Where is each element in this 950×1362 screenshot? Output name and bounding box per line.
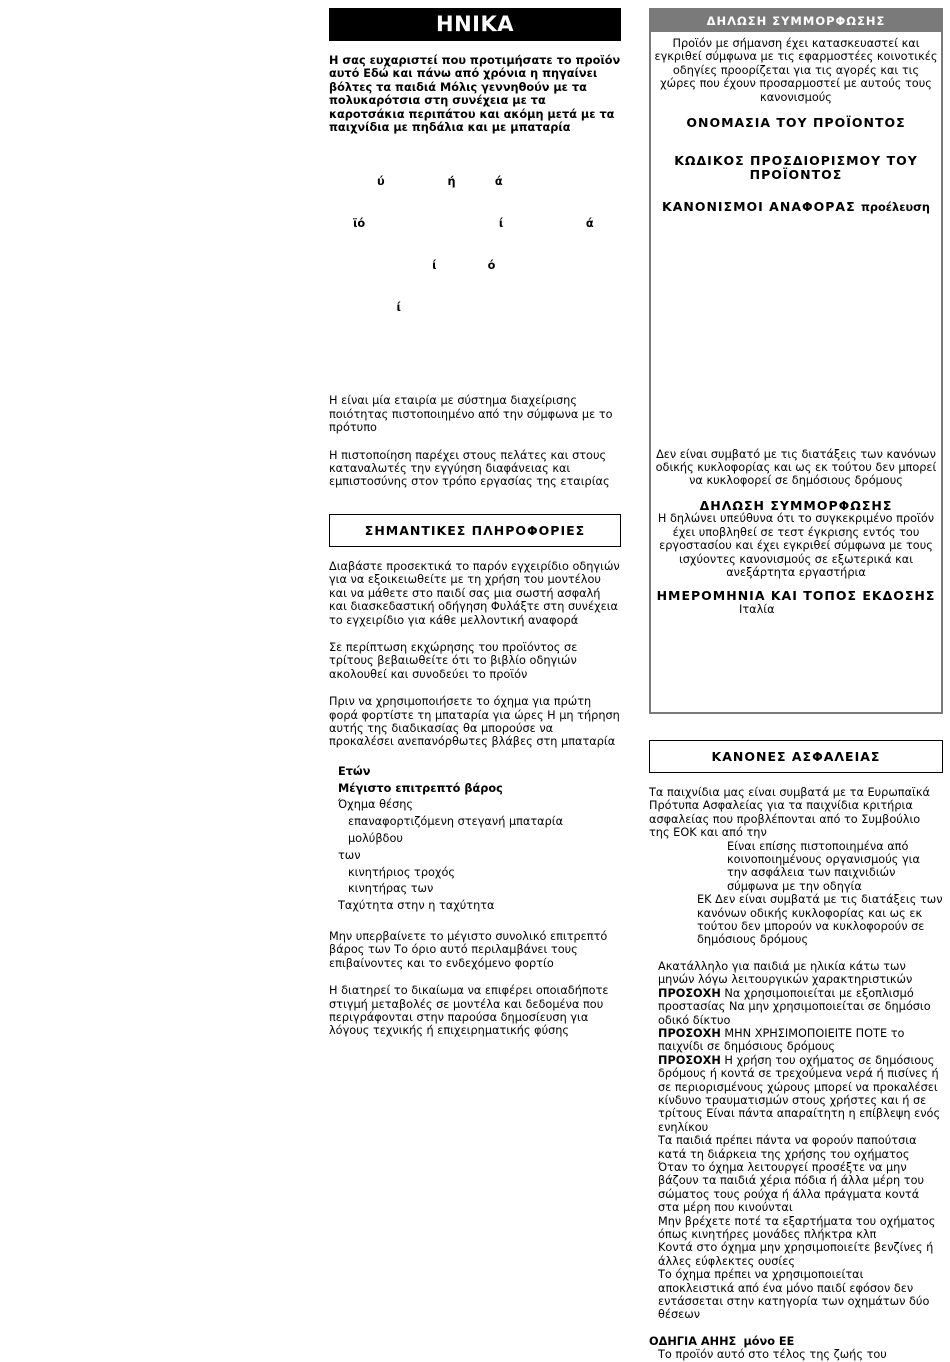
caution-label: ΠΡΟΣΟΧΗ bbox=[658, 986, 721, 1000]
spec-speed: Ταχύτητα στην η ταχύτητα bbox=[338, 899, 495, 913]
rule-one-child: Το όχημα πρέπει να χρησιμοποιείται αποκλειστικά από ένα μόνο παιδί εφόσον δεν εντάσσεται στην κατηγορία των οχημάτων δύο θέσεων bbox=[658, 1268, 930, 1322]
safety-rules bbox=[649, 786, 943, 1362]
rule-shoes: Τα παιδιά πρέπει πάντα να φορούν παπούτσια κατά τη διάρκεια της χρήσης του οχήματος bbox=[658, 1134, 917, 1161]
declaration-body-2: Η δηλώνει υπεύθυνα ότι το συγκεκριμένο προϊόν έχει υποβληθεί σε τεστ έγκρισης εντός του εργοστασίου και έχει εγκριθεί σύμφωνα με τους ισχύοντες κανονισμούς σε εξωτερικά και ανεξάρτητα εργαστήρια bbox=[657, 512, 935, 579]
caution-label: ΠΡΟΣΟΧΗ bbox=[658, 1053, 721, 1067]
spec-wheel: κινητήριος τροχός bbox=[348, 865, 455, 879]
scatter-line: ύ ή ά bbox=[377, 175, 503, 189]
declaration-box bbox=[649, 8, 943, 714]
weee-title: ΟΔΗΓΙΑ ΑΗΗΣ bbox=[649, 1334, 737, 1348]
spec-motor: κινητήρας των bbox=[348, 882, 434, 896]
not-compliant-text: Δεν είναι συμβατό με τις διατάξεις των κανόνων οδικής κυκλοφορίας και ως εκ τούτου δεν μπορεί να κυκλοφορεί σε δημόσιους δρόμους bbox=[655, 447, 937, 488]
product-name-label: ΟΝΟΜΑΣΙΑ ΤΟΥ ΠΡΟΪΟΝΤΟΣ bbox=[686, 115, 906, 131]
declaration-header: ΔΗΛΩΣΗ ΣΥΜΜΟΡΦΩΣΗΣ bbox=[651, 10, 941, 32]
spec-max-weight: Μέγιστο επιτρεπτό βάρος bbox=[338, 781, 503, 795]
scattered-characters bbox=[329, 147, 621, 343]
left-column bbox=[329, 8, 621, 1038]
scatter-line: ϊό ί ά bbox=[353, 217, 594, 231]
important-info-title: ΣΗΜΑΝΤΙΚΕΣ ΠΛΗΡΟΦΟΡΙΕΣ bbox=[329, 514, 621, 547]
safety-paragraph-2 bbox=[649, 840, 943, 894]
weee-text: Το προϊόν αυτό στο τέλος της ζωής του bbox=[658, 1348, 887, 1362]
rule-caution-2 bbox=[649, 1027, 943, 1054]
safety-paragraph-3-text: ΕΚ Δεν είναι συμβατά με τις διατάξεις των κανόνων οδικής κυκλοφορίας και ως εκ τούτου δεν μπορούν να κυκλοφορούν σε δημόσιους δρόμους bbox=[697, 893, 943, 947]
charge-battery-paragraph: Πριν να χρησιμοποιήσετε το όχημα για πρώτη φορά φορτίστε τη μπαταρία για ώρες Η μη τήρηση αυτής της διαδικασίας θα μπορούσε να προκαλέσει ανεπανόρθωτες βλάβες στη μπαταρία bbox=[329, 695, 620, 749]
country-text: Ιταλία bbox=[739, 602, 775, 616]
weee-heading bbox=[649, 1335, 943, 1348]
manual-title: ΗΝΙΚΑ bbox=[329, 8, 621, 41]
caution-text: Να χρησιμοποιείται με εξοπλισμό προστασίας Να μην χρησιμοποιείται σε δημόσιο οδικό δίκτυο bbox=[658, 986, 931, 1027]
read-manual-paragraph: Διαβάστε προσεκτικά το παρόν εγχειρίδιο οδηγιών για να εξοικειωθείτε με τη χρήση του μοντέλου και να μάθετε στο παιδί σας μια σωστή ασφαλή και διασκεδαστική οδήγηση Φυλάξτε στη συνέχεια το εγχειρίδιο για κάθε μελλοντική αναφορά bbox=[329, 559, 620, 627]
rights-paragraph: Η διατηρεί το δικαίωμα να επιφέρει οποιαδήποτε στιγμή μεταβολές σε μοντέλα και δεδομένα που περιγράφονται στην παρούσα δημοσίευση για λόγους τεχνικής ή επιχειρηματικής φύσης bbox=[329, 984, 609, 1038]
scatter-line: ί ό bbox=[381, 259, 496, 273]
rule-hands: Όταν το όχημα λειτουργεί προσέξτε να μην βάζουν τα παιδιά χέρια πόδια ή άλλα μέρη του σώματος τους ρούχα ή άλλα πράγματα κοντά στα μέρη που κινούνται bbox=[658, 1160, 925, 1215]
rule-fuel: Κοντά στο όχημα μην χρησιμοποιείτε βενζίνες ή άλλες εύφλεκτες ουσίες bbox=[658, 1241, 934, 1268]
spec-years: Ετών bbox=[338, 764, 371, 778]
rule-caution-1 bbox=[649, 987, 943, 1027]
company-paragraph: Η είναι μία εταιρία με σύστημα διαχείρισης ποιότητας πιστοποιημένο από την σύμφωνα με το πρότυπο bbox=[329, 394, 613, 435]
caution-label: ΠΡΟΣΟΧΗ bbox=[658, 1026, 721, 1040]
specifications bbox=[329, 764, 621, 915]
scatter-line: ί bbox=[369, 301, 401, 315]
date-place-label: ΗΜΕΡΟΜΗΝΙΑ ΚΑΙ ΤΟΠΟΣ ΕΚΔΟΣΗΣ bbox=[656, 588, 936, 604]
reference-rules-text: ΚΑΝΟΝΙΣΜΟΙ ΑΝΑΦΟΡΑΣ bbox=[662, 199, 856, 215]
right-column bbox=[649, 8, 943, 1362]
safety-paragraph-2-text: Είναι επίσης πιστοποιημένα από κοινοποιημένους οργανισμούς για την ασφάλεια των παιχνιδιών σύμφωνα με την οδηγία bbox=[727, 839, 920, 893]
caution-text: ΜΗΝ ΧΡΗΣΙΜΟΠΟΙΕΙΤΕ ΠΟΤΕ το παιχνίδι σε δημόσιους δρόμους bbox=[658, 1026, 905, 1054]
safety-rules-title: ΚΑΝΟΝΕΣ ΑΣΦΑΛΕΙΑΣ bbox=[649, 740, 943, 773]
transfer-paragraph: Σε περίπτωση εκχώρησης του προϊόντος σε τρίτους βεβαιωθείτε ότι το βιβλίο οδηγιών ακολουθεί και συνοδεύει το προϊόν bbox=[329, 640, 578, 681]
safety-paragraph-1: Τα παιχνίδια μας είναι συμβατά με τα Ευρωπαϊκά Πρότυπα Ασφαλείας για τα παιχνίδια κριτήρια ασφαλείας που προβλέπονται από το Συμβούλιο της ΕΟΚ και από την bbox=[649, 786, 930, 840]
spec-vehicle: Όχημα θέσης bbox=[338, 798, 414, 812]
declaration-title-2: ΔΗΛΩΣΗ ΣΥΜΜΟΡΦΩΣΗΣ bbox=[699, 497, 893, 513]
intro-paragraph: Η σας ευχαριστεί που προτιμήσατε το προϊόν αυτό Εδώ και πάνω από χρόνια η πηγαίνει βόλτες τα παιδιά Μόλις γεννηθούν με τα πολυκαρότσια στη συνέχεια με τα καροτσάκια περιπάτου και ακόμη μετά με τα παιχνίδια με πηδάλια και με μπαταρία bbox=[329, 54, 621, 135]
safety-paragraph-3 bbox=[649, 893, 943, 947]
rule-caution-3 bbox=[649, 1054, 943, 1134]
max-weight-paragraph: Μην υπερβαίνετε το μέγιστο συνολικό επιτρεπτό βάρος των Το όριο αυτό περιλαμβάνει τους επιβαίνοντες και το ενδεχόμενο φορτίο bbox=[329, 929, 608, 970]
rule-unsuitable: Ακατάλληλο για παιδιά με ηλικία κάτω των μηνών λόγω λειτουργικών χαρακτηριστικών bbox=[658, 959, 913, 987]
product-code-label: ΚΩΔΙΚΟΣ ΠΡΟΣΔΙΟΡΙΣΜΟΥ ΤΟΥ ΠΡΟΪΟΝΤΟΣ bbox=[674, 153, 918, 182]
reference-rules-label bbox=[651, 200, 941, 214]
caution-text: Η χρήση του οχήματος σε δημόσιους δρόμους ή κοντά σε τρεχούμενα νερά ή πισίνες ή σε περιορισμένους χώρους μπορεί να προκαλέσει κίνδυνο τραυματισμών στους χρήστες και ή σε τρίτους Είναι πάντα απαραίτητη η επίβλεψη ενός ενηλίκου bbox=[658, 1053, 941, 1134]
weee-only: μόνο ΕΕ bbox=[743, 1334, 795, 1348]
spec-battery-cont: των bbox=[338, 848, 361, 862]
reference-origin: προέλευση bbox=[860, 201, 930, 215]
certification-paragraph: Η πιστοποίηση παρέχει στους πελάτες και στους καταναλωτές την εγγύηση διαφάνειας και εμπιστοσύνης στον τρόπο εργασίας της εταιρίας bbox=[329, 448, 610, 489]
rule-wet: Μην βρέχετε ποτέ τα εξαρτήματα του οχήματος όπως κινητήρες μονάδες πλήκτρα κλπ bbox=[658, 1214, 936, 1241]
spec-battery: επαναφορτιζόμενη στεγανή μπαταρία μολύβδου bbox=[348, 815, 564, 845]
declaration-intro: Προϊόν με σήμανση έχει κατασκευαστεί και εγκριθεί σύμφωνα με τις εφαρμοστέες κοινοτικές οδηγίες προορίζεται για τις αγορές και τις χώρες που έχουν προσαρμοστεί με αυτούς τους κανονισμούς bbox=[654, 37, 938, 104]
